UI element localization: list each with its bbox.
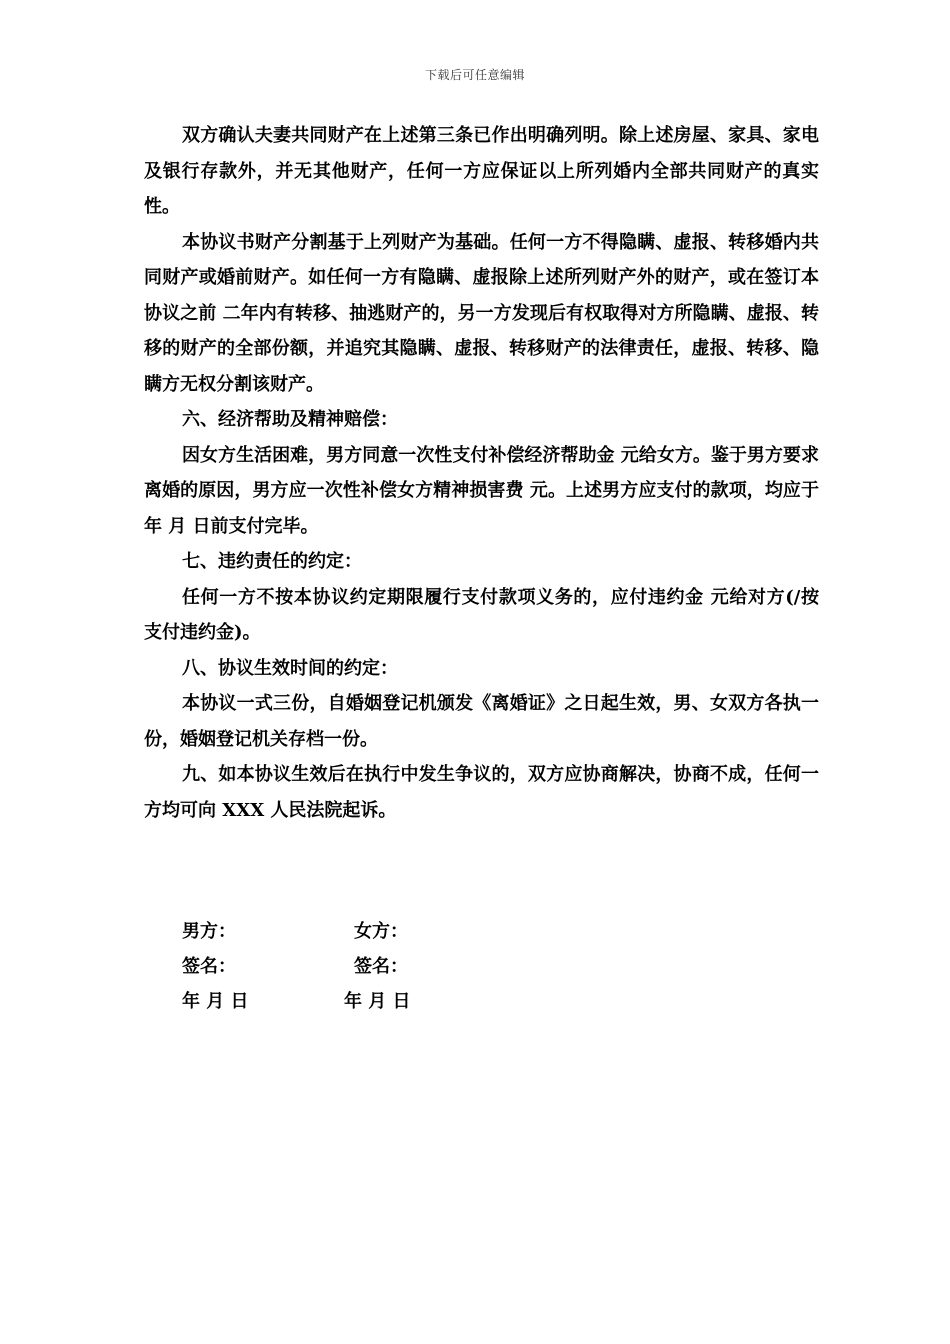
signature-name-row: [182, 949, 582, 984]
male-party-label: 男方：: [182, 921, 236, 942]
female-signature-label: 签名：: [354, 956, 408, 977]
document-body: [144, 118, 819, 828]
male-date-label: 年 月 日: [182, 991, 249, 1012]
section-heading-financial-help: 六、经济帮助及精神赔偿：: [182, 409, 398, 430]
paragraph-property-confirmation: 双方确认夫妻共同财产在上述第三条已作出明确列明。除上述房屋、家具、家电及银行存款外，并无其他财产，任何一方应保证以上所列婚内全部共同财产的真实性。: [144, 125, 819, 217]
page-header-note: 下载后可任意编辑: [424, 68, 525, 82]
paragraph-financial-help: 因女方生活困难，男方同意一次性支付补偿经济帮助金 元给女方。鉴于男方要求离婚的原因，男方应一次性补偿女方精神损害费 元。上述男方应支付的款项，均应于 年 月 日前支付完毕。: [144, 444, 819, 537]
signature-date-row: [182, 984, 582, 1019]
paragraph-dispute: 九、如本协议生效后在执行中发生争议的，双方应协商解决，协商不成，任何一方均可向 XXX 人民法院起诉。: [144, 764, 819, 821]
signature-party-row: [182, 914, 582, 949]
female-party-label: 女方：: [354, 921, 408, 942]
male-signature-label: 签名：: [182, 956, 236, 977]
section-heading-effective-time: 八、协议生效时间的约定：: [182, 657, 398, 679]
paragraph-property-division: 本协议书财产分割基于上列财产为基础。任何一方不得隐瞒、虚报、转移婚内共同财产或婚前财产。如任何一方有隐瞒、虚报除上述所列财产外的财产，或在签订本协议之前 二年内有转移、抽逃财产的，另一方发现后有权取得对方所隐瞒、虚报、转移的财产的全部份额，并追究其隐瞒、虚报、转移财产的法律责任，虚报、转移、隐瞒方无权分割该财产。: [144, 231, 819, 395]
signature-block: [182, 914, 582, 1019]
female-date-label: 年 月 日: [344, 991, 411, 1012]
section-heading-breach: 七、违约责任的约定：: [182, 551, 362, 572]
paragraph-effective-time: 本协议一式三份，自婚姻登记机颁发《离婚证》之日起生效，男、女双方各执一份，婚姻登记机关存档一份。: [144, 693, 819, 750]
paragraph-breach: 任何一方不按本协议约定期限履行支付款项义务的，应付违约金 元给对方(/按 支付违约金)。: [144, 586, 819, 643]
